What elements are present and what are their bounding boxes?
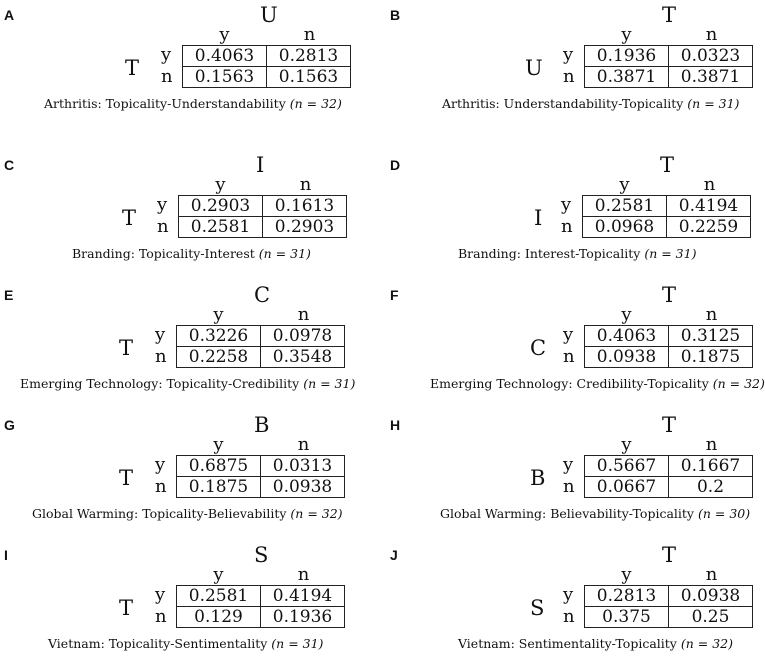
row-header-y: y — [563, 584, 574, 605]
row-variable: T — [119, 336, 134, 360]
table-cell: 0.2813 — [585, 586, 669, 607]
row-variable: T — [122, 206, 137, 230]
column-header-y: y — [213, 434, 224, 455]
row-header-y: y — [157, 194, 168, 215]
table-cell: 0.2259 — [667, 217, 751, 238]
table-row — [177, 347, 345, 368]
column-header-y: y — [621, 564, 632, 585]
column-header-n: n — [297, 434, 310, 455]
caption-text: Branding: Interest-Topicality — [458, 246, 641, 261]
row-header-y: y — [563, 324, 574, 345]
column-variable: B — [254, 413, 270, 437]
figure-panel — [386, 410, 764, 540]
table-cell: 0.2581 — [177, 586, 261, 607]
column-variable: I — [256, 153, 265, 177]
table-cell: 0.1563 — [267, 67, 351, 88]
panel-letter: F — [390, 287, 399, 303]
contingency-table — [584, 45, 753, 88]
table-cell: 0.0938 — [669, 586, 753, 607]
row-header-n: n — [561, 216, 573, 237]
row-variable: T — [125, 56, 140, 80]
caption-text: Branding: Topicality-Interest — [72, 246, 255, 261]
table-cell: 0.2581 — [583, 196, 667, 217]
column-variable: U — [260, 3, 278, 27]
column-header-y: y — [215, 174, 226, 195]
row-variable: U — [525, 56, 543, 80]
row-header-y: y — [563, 44, 574, 65]
table-cell: 0.2581 — [179, 217, 263, 238]
figure-panel — [386, 150, 764, 280]
row-header-y: y — [155, 324, 166, 345]
column-header-y: y — [219, 24, 230, 45]
caption-text: Arthritis: Understandability-Topicality — [442, 96, 684, 111]
table-cell: 0.5667 — [585, 456, 669, 477]
row-variable: T — [119, 466, 134, 490]
contingency-table — [178, 195, 347, 238]
contingency-table — [584, 455, 753, 498]
row-variable: T — [119, 596, 134, 620]
caption-text: Global Warming: Topicality-Believability — [32, 506, 287, 521]
table-cell: 0.2813 — [267, 46, 351, 67]
caption-sample-size: (n = 31) — [644, 246, 697, 261]
column-variable: T — [662, 283, 677, 307]
table-cell: 0.3548 — [261, 347, 345, 368]
caption-sample-size: (n = 31) — [687, 96, 740, 111]
column-variable: S — [254, 543, 269, 567]
panel-caption — [20, 376, 355, 392]
row-header-n: n — [563, 346, 575, 367]
caption-sample-size: (n = 32) — [680, 636, 733, 651]
table-cell: 0.1936 — [261, 607, 345, 628]
table-cell: 0.1563 — [183, 67, 267, 88]
row-header-y: y — [155, 584, 166, 605]
column-header-y: y — [621, 304, 632, 325]
column-header-n: n — [705, 434, 718, 455]
caption-text: Emerging Technology: Topicality-Credibility — [20, 376, 300, 391]
panel-caption — [48, 636, 323, 652]
table-row — [177, 586, 345, 607]
table-row — [179, 217, 347, 238]
contingency-table — [182, 45, 351, 88]
contingency-table — [176, 325, 345, 368]
figure-panel — [0, 410, 378, 540]
column-header-n: n — [705, 24, 718, 45]
panel-letter: A — [4, 7, 15, 23]
table-row — [177, 326, 345, 347]
table-row — [585, 347, 753, 368]
panel-caption — [44, 96, 342, 112]
row-header-n: n — [155, 346, 167, 367]
table-row — [585, 326, 753, 347]
table-cell: 0.0968 — [583, 217, 667, 238]
table-cell: 0.0313 — [261, 456, 345, 477]
table-cell: 0.3226 — [177, 326, 261, 347]
panel-letter: H — [390, 417, 401, 433]
table-cell: 0.0323 — [669, 46, 753, 67]
panel-caption — [458, 636, 733, 652]
row-header-y: y — [561, 194, 572, 215]
table-row — [583, 217, 751, 238]
caption-sample-size: (n = 30) — [697, 506, 751, 521]
table-cell: 0.0667 — [585, 477, 669, 498]
caption-sample-size: (n = 32) — [712, 376, 765, 391]
caption-sample-size: (n = 32) — [290, 506, 343, 521]
column-header-n: n — [297, 304, 310, 325]
table-cell: 0.4063 — [183, 46, 267, 67]
table-cell: 0.4063 — [585, 326, 669, 347]
column-variable: T — [660, 153, 675, 177]
table-row — [177, 456, 345, 477]
column-header-y: y — [619, 174, 630, 195]
table-row — [585, 456, 753, 477]
table-row — [179, 196, 347, 217]
row-header-n: n — [155, 606, 167, 627]
panel-caption — [442, 96, 739, 112]
caption-sample-size: (n = 31) — [258, 246, 311, 261]
table-cell: 0.1875 — [177, 477, 261, 498]
contingency-table — [176, 585, 345, 628]
column-header-n: n — [705, 304, 718, 325]
column-header-y: y — [213, 304, 224, 325]
caption-text: Arthritis: Topicality-Understandability — [44, 96, 286, 111]
panel-letter: E — [4, 287, 14, 303]
row-header-n: n — [563, 606, 575, 627]
table-cell: 0.2 — [669, 477, 753, 498]
table-row — [583, 196, 751, 217]
table-cell: 0.129 — [177, 607, 261, 628]
panel-caption — [32, 506, 343, 522]
column-header-n: n — [703, 174, 716, 195]
row-header-n: n — [563, 66, 575, 87]
table-row — [585, 46, 753, 67]
caption-sample-size: (n = 31) — [303, 376, 356, 391]
table-cell: 0.2903 — [263, 217, 347, 238]
column-header-y: y — [621, 24, 632, 45]
column-header-y: y — [621, 434, 632, 455]
panel-letter: D — [390, 157, 401, 173]
table-cell: 0.4194 — [261, 586, 345, 607]
table-row — [183, 46, 351, 67]
column-variable: T — [662, 543, 677, 567]
table-cell: 0.3871 — [585, 67, 669, 88]
table-row — [585, 586, 753, 607]
caption-sample-size: (n = 32) — [289, 96, 342, 111]
table-cell: 0.4194 — [667, 196, 751, 217]
row-header-n: n — [157, 216, 169, 237]
figure-panel — [386, 280, 764, 410]
figure-panel — [0, 540, 378, 670]
table-cell: 0.1613 — [263, 196, 347, 217]
caption-text: Emerging Technology: Credibility-Topicality — [430, 376, 709, 391]
column-header-n: n — [297, 564, 310, 585]
table-cell: 0.6875 — [177, 456, 261, 477]
table-cell: 0.1936 — [585, 46, 669, 67]
table-row — [177, 607, 345, 628]
panel-caption — [440, 506, 750, 522]
figure-panel — [386, 540, 764, 670]
row-header-y: y — [161, 44, 172, 65]
figure-panel — [0, 150, 378, 280]
panel-caption — [72, 246, 311, 262]
row-variable: C — [530, 336, 547, 360]
table-row — [183, 67, 351, 88]
caption-text: Global Warming: Believability-Topicality — [440, 506, 694, 521]
column-header-n: n — [303, 24, 316, 45]
row-header-n: n — [161, 66, 173, 87]
caption-text: Vietnam: Topicality-Sentimentality — [48, 636, 268, 651]
contingency-table — [584, 325, 753, 368]
table-row — [177, 477, 345, 498]
panel-caption — [458, 246, 696, 262]
caption-text: Vietnam: Sentimentality-Topicality — [458, 636, 677, 651]
panel-letter: J — [390, 547, 398, 563]
table-cell: 0.0978 — [261, 326, 345, 347]
table-cell: 0.2903 — [179, 196, 263, 217]
table-cell: 0.0938 — [261, 477, 345, 498]
row-variable: I — [534, 206, 543, 230]
figure-panel — [0, 0, 378, 130]
figure-panel — [386, 0, 764, 130]
table-row — [585, 607, 753, 628]
panel-letter: C — [4, 157, 15, 173]
caption-sample-size: (n = 31) — [271, 636, 324, 651]
table-row — [585, 67, 753, 88]
column-header-n: n — [299, 174, 312, 195]
row-header-y: y — [563, 454, 574, 475]
column-header-n: n — [705, 564, 718, 585]
figure-panel — [0, 280, 378, 410]
row-header-n: n — [155, 476, 167, 497]
row-header-y: y — [155, 454, 166, 475]
contingency-table — [584, 585, 753, 628]
column-header-y: y — [213, 564, 224, 585]
row-variable: B — [530, 466, 546, 490]
column-variable: T — [662, 413, 677, 437]
table-cell: 0.3125 — [669, 326, 753, 347]
table-cell: 0.3871 — [669, 67, 753, 88]
panel-caption — [430, 376, 765, 392]
table-cell: 0.0938 — [585, 347, 669, 368]
column-variable: T — [662, 3, 677, 27]
panel-letter: I — [4, 547, 8, 563]
panel-letter: G — [4, 417, 15, 433]
row-variable: S — [530, 596, 545, 620]
row-header-n: n — [563, 476, 575, 497]
table-row — [585, 477, 753, 498]
table-cell: 0.375 — [585, 607, 669, 628]
contingency-table — [582, 195, 751, 238]
panel-letter: B — [390, 7, 401, 23]
contingency-table — [176, 455, 345, 498]
table-cell: 0.2258 — [177, 347, 261, 368]
column-variable: C — [254, 283, 271, 307]
table-cell: 0.25 — [669, 607, 753, 628]
table-cell: 0.1667 — [669, 456, 753, 477]
table-cell: 0.1875 — [669, 347, 753, 368]
